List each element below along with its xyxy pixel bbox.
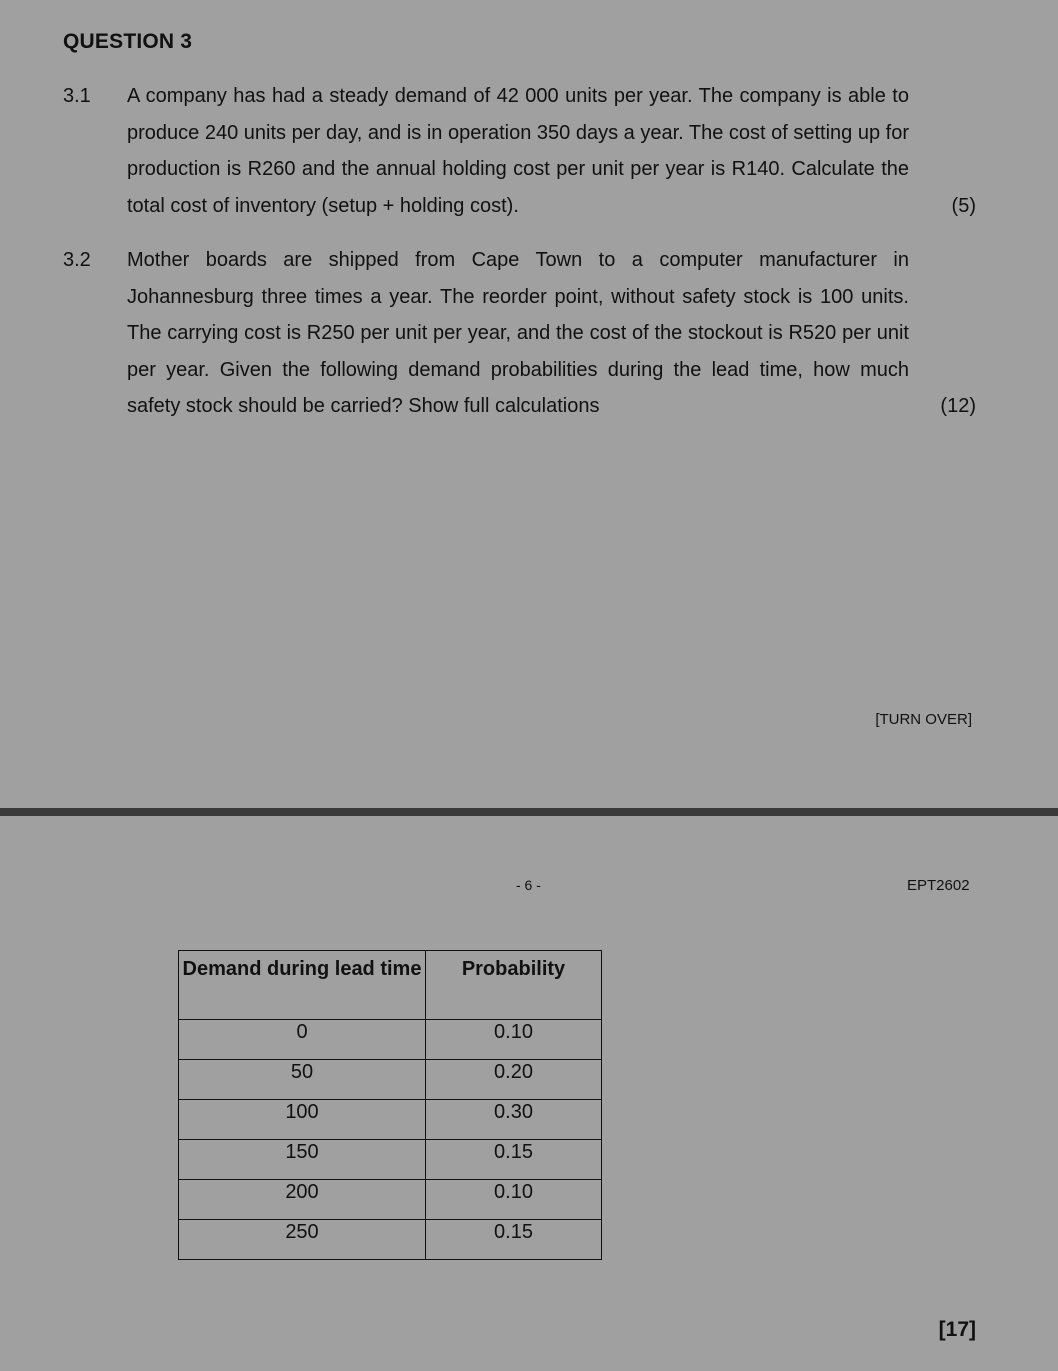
demand-cell: 200 [179,1180,426,1220]
demand-cell: 100 [179,1100,426,1140]
probability-cell: 0.10 [426,1020,602,1060]
table-row [179,1100,602,1140]
table-row [179,1140,602,1180]
question-3-1-number: 3.1 [63,85,91,107]
document-code: EPT2602 [907,877,970,894]
total-marks: [17] [938,1318,976,1341]
demand-cell: 150 [179,1140,426,1180]
demand-cell: 250 [179,1220,426,1260]
page-number: - 6 - [516,877,541,893]
question-heading: QUESTION 3 [63,30,193,53]
question-3-2-number: 3.2 [63,249,91,271]
demand-cell: 0 [179,1020,426,1060]
table-row [179,1180,602,1220]
table-header-demand: Demand during lead time [179,951,426,1020]
probability-cell: 0.30 [426,1100,602,1140]
table-header-row [179,951,602,1020]
question-3-1-text: A company has had a steady demand of 42 000 units per year. The company is able to produce 240 units per day, and is in operation 350 days a year. The cost of setting up for production is R260 and the annual holding cost per unit per year is R140. Calculate the total cost of inventory (setup + holding cost). [127,85,909,217]
table-row [179,1060,602,1100]
probability-cell: 0.20 [426,1060,602,1100]
table-row [179,1220,602,1260]
demand-cell: 50 [179,1060,426,1100]
table-header-probability: Probability [426,951,602,1020]
probability-cell: 0.10 [426,1180,602,1220]
question-3-1-marks: (5) [951,195,976,217]
probability-cell: 0.15 [426,1140,602,1180]
table-row [179,1020,602,1060]
demand-probability-table [178,950,602,1260]
page-divider [0,808,1058,816]
question-3-2-marks: (12) [940,395,976,417]
turn-over-label: [TURN OVER] [875,711,972,728]
question-3-2-text: Mother boards are shipped from Cape Town to a computer manufacturer in Johannesburg three times a year. The reorder point, without safety stock is 100 units. The carrying cost is R250 per unit per year, and the cost of the stockout is R520 per unit per year. Given the following demand probabilities during the lead time, how much safety stock should be carried? Show full calculations [127,249,909,417]
probability-cell: 0.15 [426,1220,602,1260]
